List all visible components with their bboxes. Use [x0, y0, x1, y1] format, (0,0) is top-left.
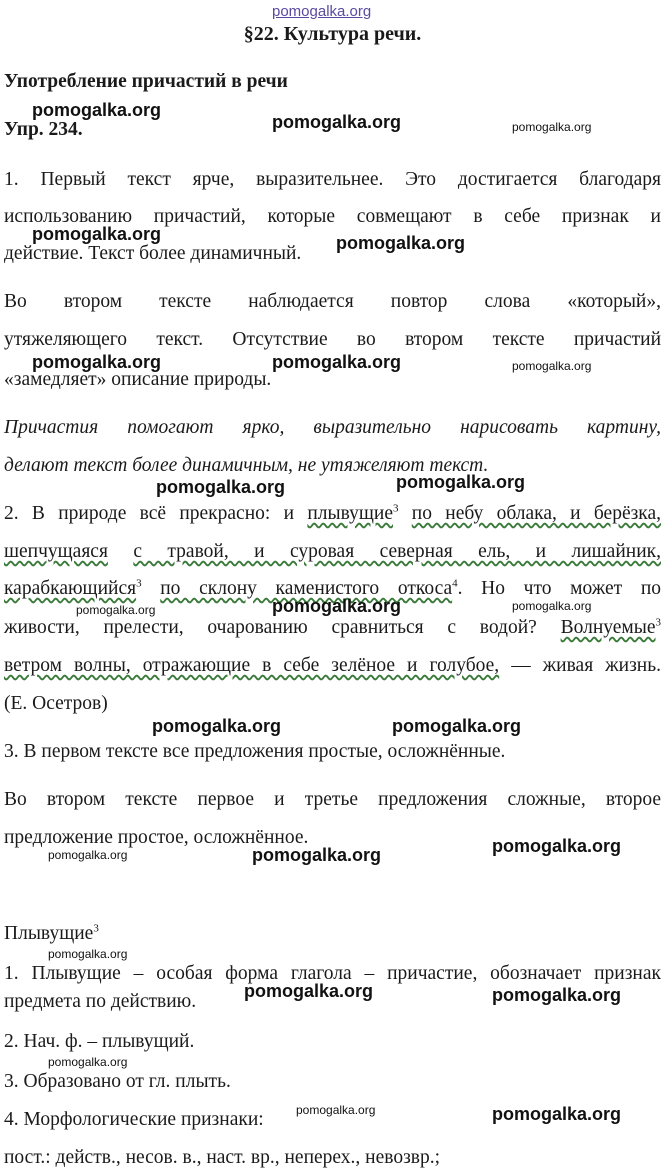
watermark: pomogalka.org: [272, 112, 402, 132]
p3-line-1: Причастия помогают ярко, выразительно нарисовать картину,: [4, 417, 661, 438]
watermark: pomogalka.org: [512, 599, 592, 613]
watermark: pomogalka.org: [492, 836, 622, 856]
watermark: pomogalka.org: [156, 477, 286, 497]
watermark-top[interactable]: pomogalka.org: [272, 3, 372, 20]
p2-line-3: «замедляет» описание природы.: [4, 369, 272, 390]
parse-title: [4, 922, 661, 946]
watermark: pomogalka.org: [32, 100, 162, 120]
section-title: §22. Культура речи.: [243, 23, 422, 45]
parse-word: Плывущие: [4, 923, 94, 944]
p6-line-2: предложение простое, осложнённое.: [4, 827, 309, 848]
p4-line-2: [4, 540, 661, 564]
participle-sheptchushchayasya: шепчущаяся: [4, 541, 108, 562]
author: (Е. Осетров): [4, 693, 108, 714]
p4-l5-b: — живая жизнь.: [511, 655, 661, 676]
footnote-mark: 3: [136, 577, 142, 590]
watermark: pomogalka.org: [512, 120, 592, 134]
participle-plyvushchie: плывущие: [307, 503, 393, 524]
footnote-mark: 3: [393, 502, 399, 515]
watermark: pomogalka.org: [252, 845, 382, 865]
p1-line-3: действие. Текст более динамичный.: [4, 243, 302, 264]
watermark: pomogalka.org: [152, 716, 282, 736]
footnote-mark: 3: [655, 616, 662, 629]
p4-l3-b: по склону каменистого откоса: [160, 578, 453, 599]
watermark: pomogalka.org: [272, 596, 402, 616]
p3-line-2: делают текст более динамичным, не утяжеляют текст.: [4, 455, 489, 476]
watermark: pomogalka.org: [492, 985, 622, 1005]
exercise-number: Упр. 234.: [4, 119, 83, 140]
p2-line-2: утяжеляющего текст. Отсутствие во втором тексте причастий: [4, 329, 661, 350]
footnote-mark: 3: [93, 922, 99, 935]
watermark: pomogalka.org: [392, 716, 522, 736]
p1-line-2: использованию причастий, которые совмещают в себе признак и: [4, 206, 661, 227]
parse-line-5: 4. Морфологические признаки:: [4, 1109, 264, 1130]
p5-line: 3. В первом тексте все предложения простые, осложнённые.: [4, 741, 506, 762]
watermark: pomogalka.org: [272, 352, 402, 372]
parse-line-6: пост.: действ., несов. в., наст. вр., неперех., невозвр.;: [4, 1147, 441, 1168]
p2-line-1: Во втором тексте наблюдается повтор слова «который»,: [4, 291, 661, 312]
subheading: Употребление причастий в речи: [4, 71, 288, 92]
parse-line-1: 1. Плывущие – особая форма глагола – причастие, обозначает признак: [4, 963, 661, 984]
watermark: pomogalka.org: [492, 1104, 622, 1124]
p4-l3-c: . Но что может по: [457, 578, 662, 599]
p4-l5-a: ветром волны, отражающие в себе зелёное и голубое,: [4, 655, 500, 676]
watermark: pomogalka.org: [244, 981, 374, 1001]
p6-line-1: Во втором тексте первое и третье предложения сложные, второе: [4, 789, 661, 810]
p4-line-5: [4, 654, 661, 678]
watermark: pomogalka.org: [336, 233, 466, 253]
watermark: pomogalka.org: [512, 359, 592, 373]
p4-l1-c: по небу облака, и берёзка,: [411, 503, 662, 524]
p1-line-1: 1. Первый текст ярче, выразительнее. Это достигается благодаря: [4, 169, 661, 190]
participle-karabkayushchiysya: карабкающийся: [4, 578, 137, 599]
participle-volnuemye: Волнуемые: [560, 617, 656, 638]
p4-l1-a: 2. В природе всё прекрасно: и: [4, 503, 295, 524]
parse-line-3: 2. Нач. ф. – плывущий.: [4, 1031, 195, 1052]
footnote-mark: 4: [452, 577, 458, 590]
watermark: pomogalka.org: [296, 1103, 376, 1117]
p4-line-1: [4, 502, 661, 526]
p4-l4-a: живости, прелести, очарованию сравниться с водой?: [4, 617, 537, 638]
watermark: pomogalka.org: [48, 848, 128, 862]
watermark: pomogalka.org: [48, 1055, 128, 1069]
watermark: pomogalka.org: [396, 472, 526, 492]
watermark: pomogalka.org: [32, 352, 162, 372]
parse-line-2: предмета по действию.: [4, 991, 197, 1012]
watermark: pomogalka.org: [32, 224, 162, 244]
watermark: pomogalka.org: [48, 947, 128, 961]
watermark: pomogalka.org: [76, 603, 156, 617]
p4-l2-b: с травой, и суровая северная ель, и лишайник,: [133, 541, 661, 562]
parse-line-4: 3. Образовано от гл. плыть.: [4, 1071, 231, 1092]
